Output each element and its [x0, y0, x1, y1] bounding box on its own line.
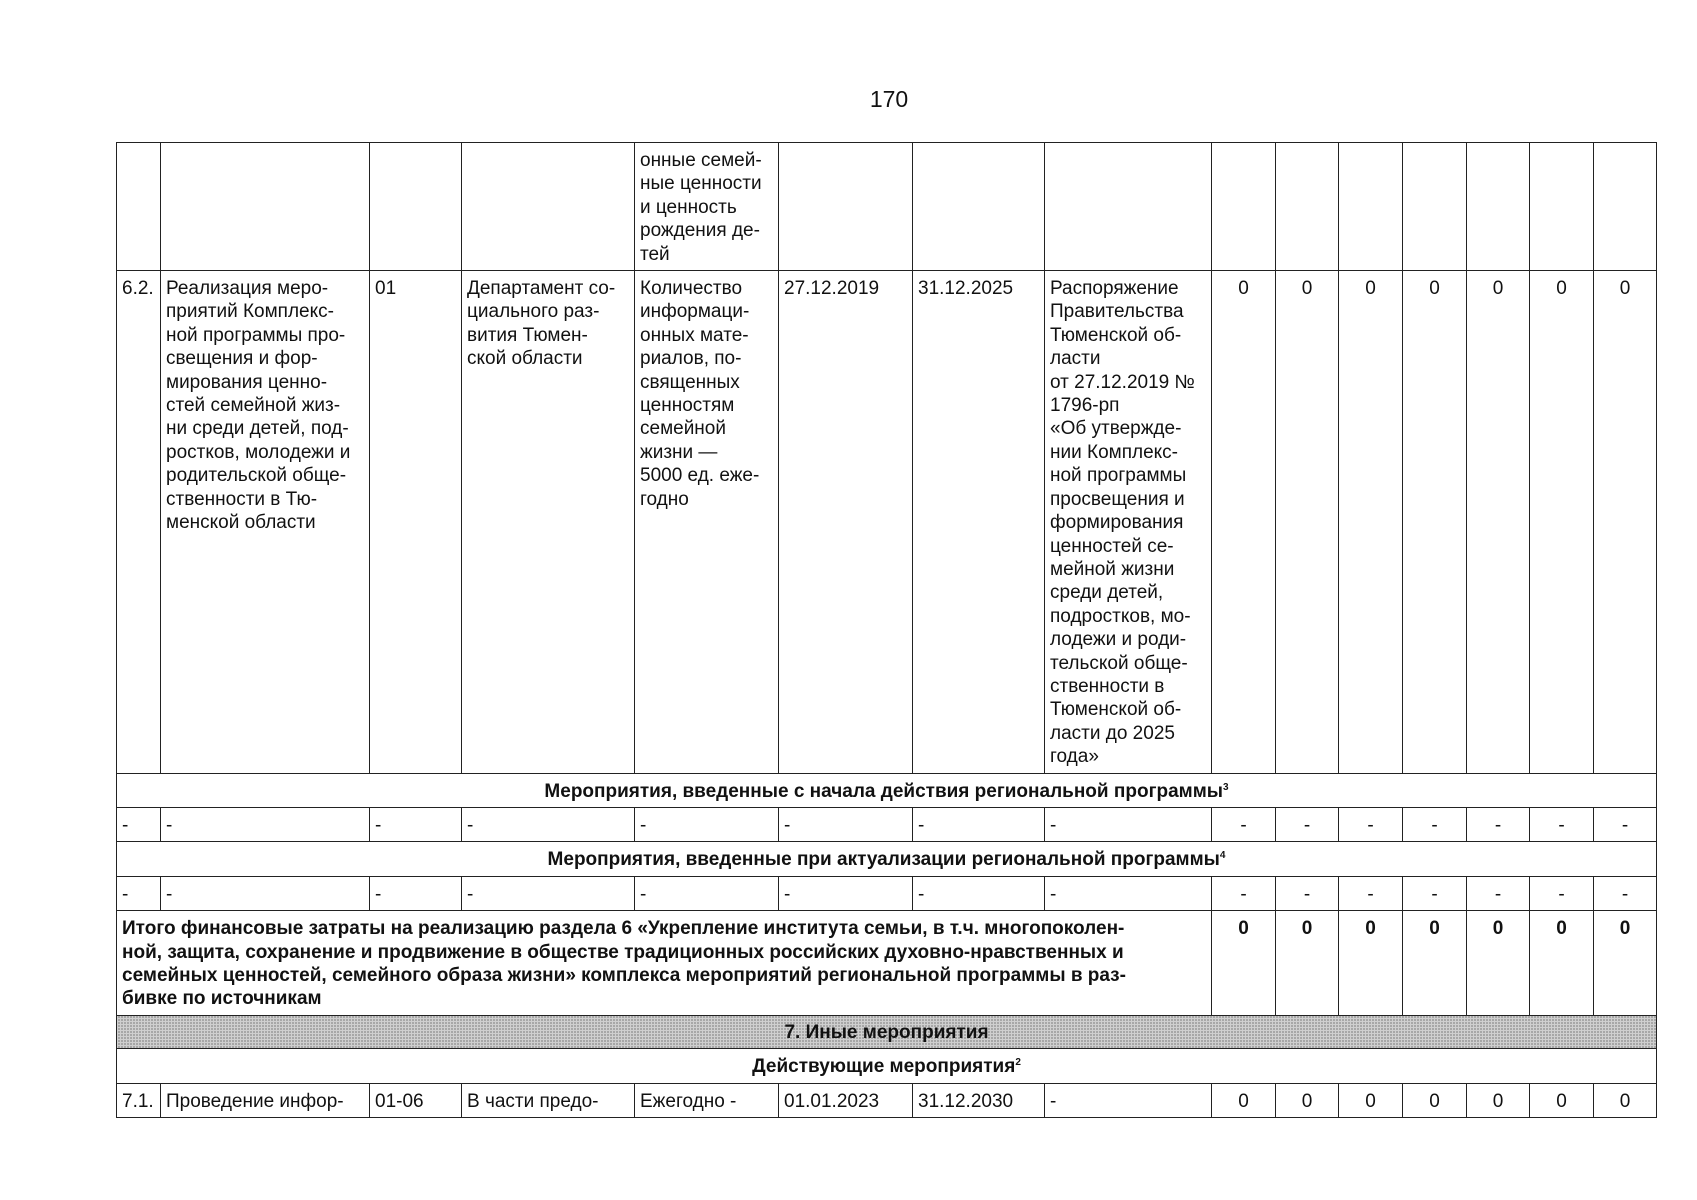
subheader-current	[117, 1049, 1657, 1083]
table-row-dashes	[117, 807, 1657, 841]
cell: -	[1594, 807, 1657, 841]
total-value: 0	[1212, 911, 1276, 1016]
total-value: 0	[1403, 911, 1467, 1016]
measure-code: 01	[370, 271, 462, 774]
measure-name: Проведение инфор-	[161, 1083, 370, 1117]
subheader-row	[117, 773, 1657, 807]
cell	[1467, 143, 1530, 271]
measure-end-date: 31.12.2025	[913, 271, 1045, 774]
cell	[462, 143, 635, 271]
footnote-mark: 2	[1015, 1057, 1021, 1069]
value-cell: 0	[1276, 271, 1339, 774]
value-cell: 0	[1530, 271, 1594, 774]
value-cell: 0	[1276, 1083, 1339, 1117]
value-cell: 0	[1467, 1083, 1530, 1117]
section-7-title: 7. Иные мероприятия	[117, 1015, 1657, 1048]
row-number: 6.2.	[117, 271, 161, 774]
cell: -	[462, 807, 635, 841]
subheader-row	[117, 842, 1657, 876]
footnote-mark: 4	[1219, 850, 1226, 862]
cell: -	[1594, 876, 1657, 910]
cell	[1403, 143, 1467, 271]
value-cell: 0	[1212, 271, 1276, 774]
cell	[1212, 143, 1276, 271]
measure-executor: В части предо-	[462, 1083, 635, 1117]
cell: -	[1276, 807, 1339, 841]
total-value: 0	[1467, 911, 1530, 1016]
table-row-7-1	[117, 1083, 1657, 1117]
section-header-row	[117, 1015, 1657, 1048]
cell: -	[779, 807, 913, 841]
cell: -	[635, 807, 779, 841]
page-number: 170	[869, 86, 909, 112]
cell: -	[779, 876, 913, 910]
subheader-introduced-update	[117, 842, 1657, 876]
measure-indicator: Количество информаци- онных мате- риалов, по- священных ценностям семейной жизни — 5000 ед. еже- годно	[635, 271, 779, 774]
row-number: 7.1.	[117, 1083, 161, 1117]
measures-table	[116, 142, 1657, 1118]
value-cell: 0	[1339, 271, 1403, 774]
value-cell: 0	[1530, 1083, 1594, 1117]
subheader-row	[117, 1049, 1657, 1083]
cell: -	[1276, 876, 1339, 910]
cell	[161, 143, 370, 271]
cell	[1594, 143, 1657, 271]
table-row-dashes	[117, 876, 1657, 910]
value-cell: 0	[1212, 1083, 1276, 1117]
cell	[370, 143, 462, 271]
cell: -	[1045, 876, 1212, 910]
measure-name: Реализация меро- приятий Комплекс- ной программы про- свещения и фор- мирования ценно- стей семейной жиз- ни среди детей, под- ростков, молодежи и родительской обще- ственности в Тю- менской области	[161, 271, 370, 774]
measure-start-date: 27.12.2019	[779, 271, 913, 774]
total-value: 0	[1276, 911, 1339, 1016]
value-cell: 0	[1403, 1083, 1467, 1117]
table-row-6-2	[117, 271, 1657, 774]
measure-document: Распоряжение Правительства Тюменской об- ласти от 27.12.2019 № 1796-рп «Об утвержде- нии Комплекс- ной программы просвещения и формирования ценностей се- мейной жизни среди детей, подростков, мо- лодежи и роди- тельской обще- ственности в Тюменской об- ласти до 2025 года»	[1045, 271, 1212, 774]
measure-code: 01-06	[370, 1083, 462, 1117]
cell	[1530, 143, 1594, 271]
measure-end-date: 31.12.2030	[913, 1083, 1045, 1117]
cell	[117, 143, 161, 271]
cell: -	[1339, 807, 1403, 841]
total-value: 0	[1339, 911, 1403, 1016]
footnote-mark: 3	[1223, 781, 1229, 793]
total-label: Итого финансовые затраты на реализацию раздела 6 «Укрепление института семьи, в т.ч. многопоколен- ной, защита, сохранение и продвижение в обществе традиционных российских духовно-нравственных и семейных ценностей, семейного образа жизни» комплекса мероприятий региональной программы в раз- бивке по источникам	[117, 911, 1212, 1016]
cell	[913, 143, 1045, 271]
cell: -	[1403, 876, 1467, 910]
value-cell: 0	[1403, 271, 1467, 774]
value-cell: 0	[1339, 1083, 1403, 1117]
cell: -	[161, 807, 370, 841]
cell: -	[117, 807, 161, 841]
value-cell: 0	[1467, 271, 1530, 774]
cell: -	[370, 807, 462, 841]
measure-start-date: 01.01.2023	[779, 1083, 913, 1117]
total-value: 0	[1530, 911, 1594, 1016]
total-row	[117, 911, 1657, 1016]
cell: -	[370, 876, 462, 910]
cell: -	[1403, 807, 1467, 841]
table-row-continuation	[117, 143, 1657, 271]
subheader-text: Действующие мероприятия	[752, 1056, 1016, 1078]
cell: -	[635, 876, 779, 910]
cell: -	[1212, 807, 1276, 841]
cell: -	[1212, 876, 1276, 910]
cell	[1339, 143, 1403, 271]
measure-document: -	[1045, 1083, 1212, 1117]
cell	[1276, 143, 1339, 271]
cell-indicator: онные семей- ные ценности и ценность рождения де- тей	[635, 143, 779, 271]
cell: -	[913, 876, 1045, 910]
cell	[1045, 143, 1212, 271]
value-cell: 0	[1594, 271, 1657, 774]
total-value: 0	[1594, 911, 1657, 1016]
measure-executor: Департамент со- циального раз- вития Тюмен- ской области	[462, 271, 635, 774]
cell	[779, 143, 913, 271]
cell: -	[1530, 807, 1594, 841]
cell: -	[117, 876, 161, 910]
cell: -	[1339, 876, 1403, 910]
cell: -	[1467, 807, 1530, 841]
subheader-text: Мероприятия, введенные при актуализации региональной программы	[547, 849, 1220, 871]
cell: -	[462, 876, 635, 910]
measure-indicator: Ежегодно -	[635, 1083, 779, 1117]
cell: -	[913, 807, 1045, 841]
cell: -	[161, 876, 370, 910]
value-cell: 0	[1594, 1083, 1657, 1117]
subheader-introduced-start	[117, 773, 1657, 807]
subheader-text: Мероприятия, введенные с начала действия региональной программы	[544, 780, 1223, 802]
cell: -	[1467, 876, 1530, 910]
cell: -	[1045, 807, 1212, 841]
cell: -	[1530, 876, 1594, 910]
